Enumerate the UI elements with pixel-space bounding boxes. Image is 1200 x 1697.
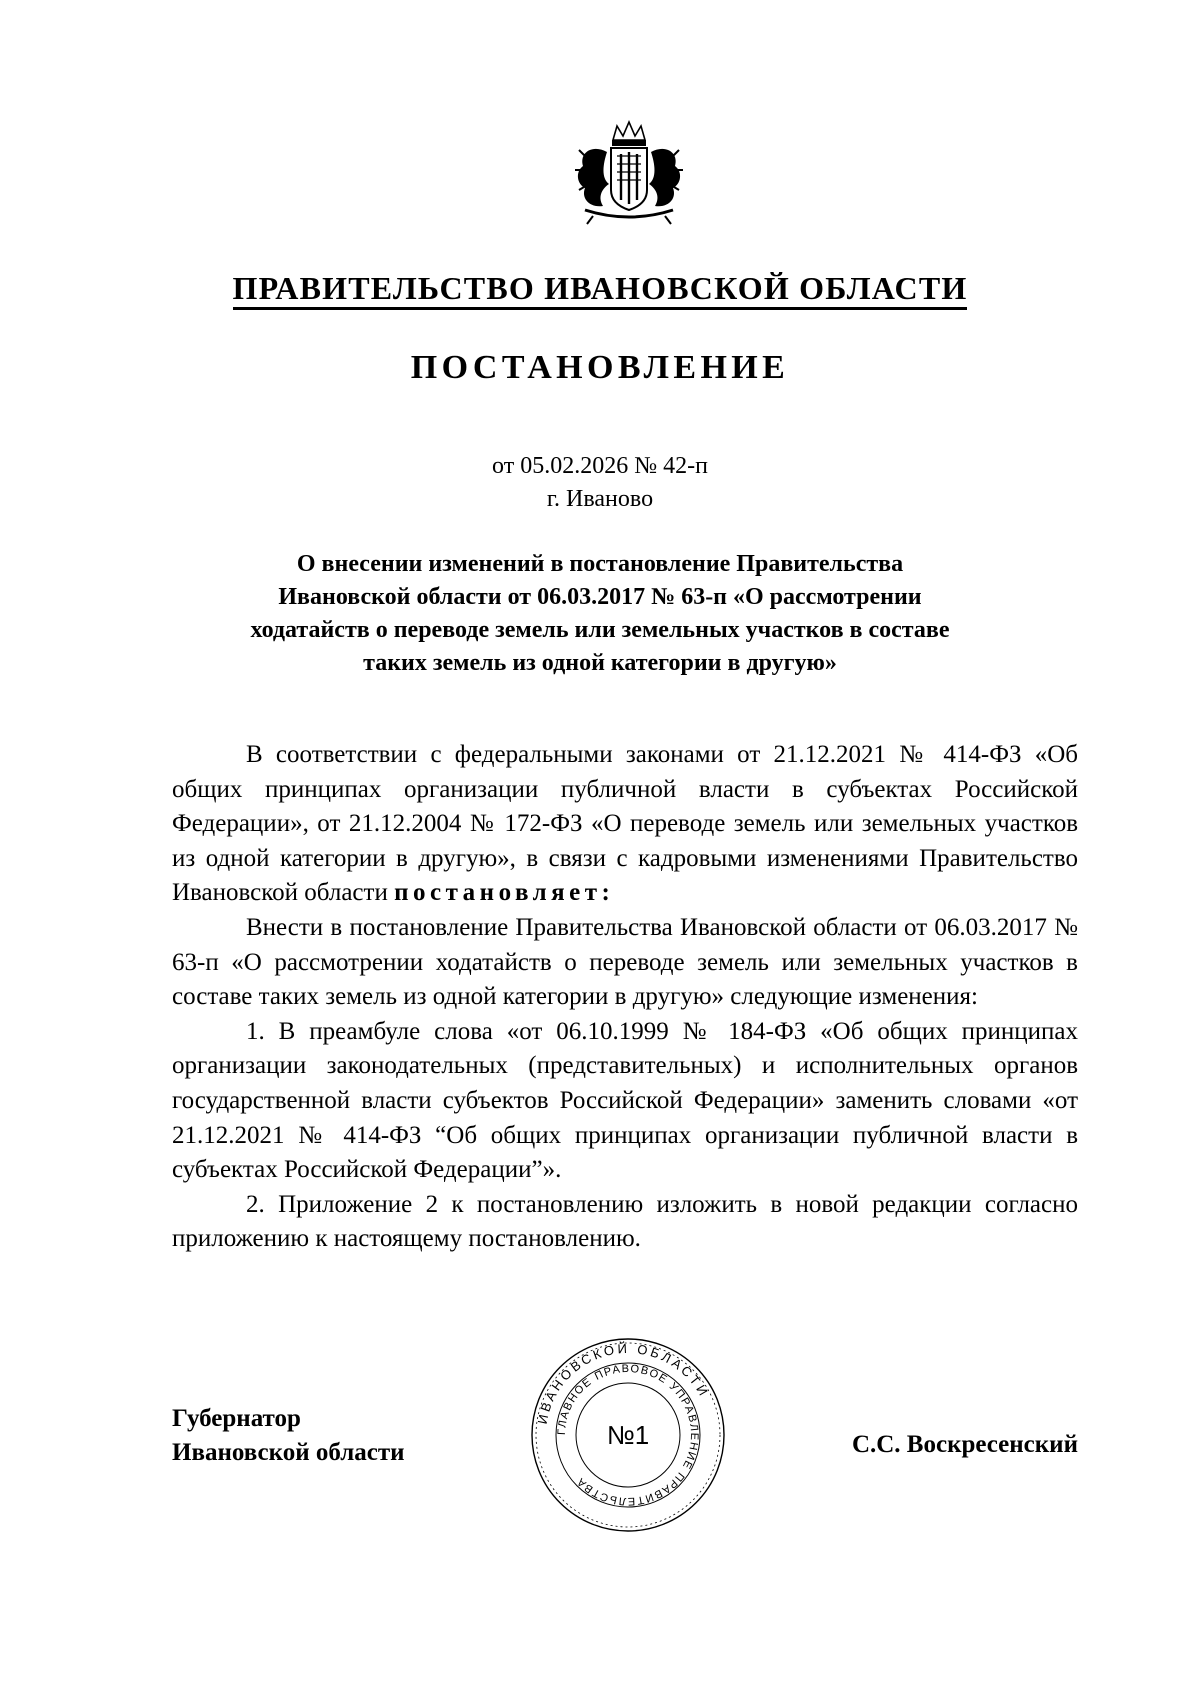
body-paragraph-item-2: 2. Приложение 2 к постановлению изложить в новой редакции согласно приложению к настоящему постановлению. [172, 1190, 1078, 1253]
position-line: Губернатор [172, 1405, 301, 1432]
organization-title: ПРАВИТЕЛЬСТВО ИВАНОВСКОЙ ОБЛАСТИ [0, 268, 1200, 308]
preamble-text: В соответствии с федеральными законами от 21.12.2021 № 414-ФЗ «Об общих принципах организации публичной власти в субъектах Российской Федерации», от 21.12.2004 № 172-ФЗ «О переводе земель или земельных участков из одной категории в другую», в связи с кадровыми изменениями Правительство Ивановской области [172, 741, 1078, 907]
subject-line: ходатайств о переводе земель или земельных участков в составе [250, 617, 950, 643]
body-paragraph-preamble [172, 738, 1078, 911]
body-paragraph-amendment-intro: Внести в постановление Правительства Ивановской области от 06.03.2017 № 63-п «О рассмотрении ходатайств о переводе земель или земельных участков в составе таких земель из одной категории в другую» следующие изменения: [172, 913, 1078, 1011]
document-subject [200, 548, 1000, 680]
round-seal-icon [528, 1335, 728, 1535]
document-city: г. Иваново [546, 486, 654, 512]
document-body [172, 738, 1078, 1257]
stamp-outer-text: ИВАНОВСКОЙ ОБЛАСТИ [534, 1340, 713, 1426]
document-date-number: от 05.02.2026 № 42-п [492, 453, 708, 479]
signatory-position [172, 1402, 405, 1470]
subject-line: таких земель из одной категории в другую» [363, 650, 837, 676]
coat-of-arms-icon [563, 118, 695, 228]
document-type-heading: ПОСТАНОВЛЕНИЕ [410, 349, 790, 386]
subject-line: Ивановской области от 06.03.2017 № 63-п «О рассмотрении [278, 584, 922, 610]
resolution-keyword: постановляет: [394, 879, 615, 907]
stamp-inner-text: ГЛАВНОЕ ПРАВОВОЕ УПРАВЛЕНИЕ ПРАВИТЕЛЬСТВА [555, 1362, 701, 1508]
subject-line: О внесении изменений в постановление Правительства [296, 551, 904, 577]
signatory-name: С.С. Воскресенский [851, 1431, 1078, 1458]
body-paragraph-item-1: 1. В преамбуле слова «от 06.10.1999 № 184-ФЗ «Об общих принципах организации законодательных (представительных) и исполнительных органов государственной власти субъектов Российской Федерации» заменить словами «от 21.12.2021 № 414-ФЗ “Об общих принципах организации публичной власти в субъектах Российской Федерации”». [172, 1017, 1078, 1184]
stamp-number: №1 [606, 1420, 650, 1450]
position-line: Ивановской области [172, 1439, 405, 1466]
